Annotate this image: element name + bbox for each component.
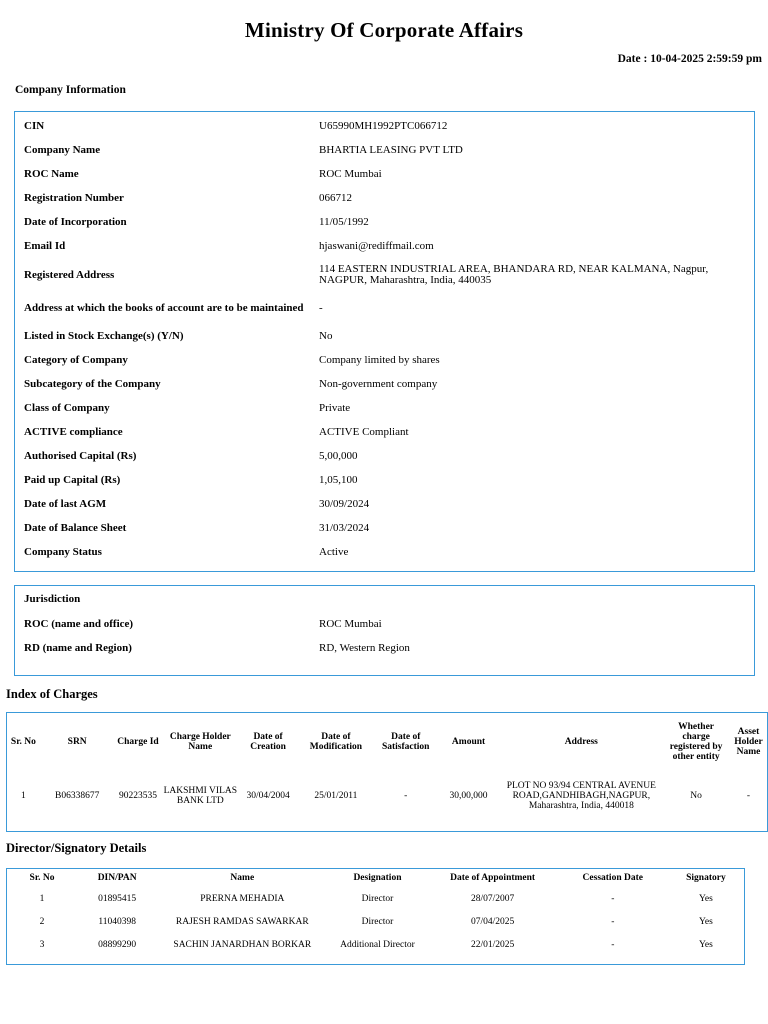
table-cell: 30,00,000 <box>449 791 488 802</box>
field-value-cin: U65990MH1992PTC066712 <box>319 119 448 132</box>
column-header: Address <box>564 737 598 748</box>
field-value-company-name: BHARTIA LEASING PVT LTD <box>319 143 463 156</box>
table-cell: Yes <box>699 939 713 950</box>
report-date: Date : 10-04-2025 2:59:59 pm <box>617 53 762 65</box>
field-value-company-status: Active <box>319 545 349 558</box>
table-cell: 3 <box>39 939 45 950</box>
field-label-address-at-which-the-books-of-account-ar: Address at which the books of account are to be maintained <box>24 301 304 314</box>
table-cell: Additional Director <box>340 939 415 950</box>
table-cell: Director <box>361 916 394 927</box>
field-value-date-of-last-agm: 30/09/2024 <box>319 497 370 510</box>
table-cell: - <box>404 791 408 802</box>
column-header: Date of Creation <box>250 732 286 752</box>
column-header: Date of Modification <box>309 732 363 752</box>
table-cell: - <box>746 791 751 802</box>
field-value-date-of-balance-sheet: 31/03/2024 <box>319 521 370 534</box>
charges-box <box>6 712 768 832</box>
field-label-date-of-balance-sheet: Date of Balance Sheet <box>24 521 127 534</box>
table-cell: 01895415 <box>98 893 137 904</box>
column-header: Cessation Date <box>582 872 643 883</box>
company-info-row <box>15 492 754 516</box>
jurisdiction-table <box>15 586 754 660</box>
company-info-row <box>15 396 754 420</box>
column-header: Date of Satisfaction <box>381 732 430 752</box>
field-value-active-compliance: ACTIVE Compliant <box>319 425 409 438</box>
field-label-subcategory-of-the-company: Subcategory of the Company <box>24 377 161 390</box>
company-info-row <box>15 186 754 210</box>
table-cell: 90223535 <box>119 791 157 802</box>
table-cell: Yes <box>699 893 713 904</box>
table-cell: 1 <box>21 791 26 802</box>
field-label-paid-up-capital-rs: Paid up Capital (Rs) <box>24 473 121 486</box>
column-header: Sr. No <box>29 872 55 883</box>
field-label-cin: CIN <box>24 119 45 132</box>
field-label-active-compliance: ACTIVE compliance <box>24 425 123 438</box>
table-row <box>7 888 744 911</box>
table-row <box>7 911 744 934</box>
field-label-company-name: Company Name <box>24 143 101 156</box>
directors-box <box>6 868 745 965</box>
table-cell: LAKSHMI VILAS BANK LTD <box>163 786 238 806</box>
field-label-date-of-incorporation: Date of Incorporation <box>24 215 127 228</box>
field-label-rd-name-and-region: RD (name and Region) <box>24 641 132 654</box>
column-header: Designation <box>353 872 402 883</box>
table-cell: 1 <box>39 893 45 904</box>
company-info-row <box>15 324 754 348</box>
table-cell: Yes <box>699 916 713 927</box>
company-info-table <box>15 114 754 564</box>
column-header: Name <box>230 872 255 883</box>
company-info-row <box>15 258 754 292</box>
jurisdiction-row <box>15 636 754 660</box>
field-label-roc-name: ROC Name <box>24 167 79 180</box>
table-cell: 07/04/2025 <box>470 916 515 927</box>
table-row <box>7 934 744 957</box>
company-info-row <box>15 348 754 372</box>
column-header: Whether charge registered by other entity <box>669 722 723 762</box>
jurisdiction-box <box>14 585 755 676</box>
field-value-address-at-which-the-books-of-account-ar: - <box>319 301 323 314</box>
column-header: Sr. No <box>10 737 36 748</box>
company-info-row <box>15 468 754 492</box>
field-value-authorised-capital-rs: 5,00,000 <box>319 449 358 462</box>
field-label-company-status: Company Status <box>24 545 102 558</box>
jurisdiction-heading: Jurisdiction <box>24 592 81 605</box>
company-info-heading: Company Information <box>15 84 126 96</box>
company-info-row <box>15 138 754 162</box>
company-info-box <box>14 111 755 572</box>
table-cell: SACHIN JANARDHAN BORKAR <box>173 939 312 950</box>
field-value-registered-address: 114 EASTERN INDUSTRIAL AREA, BHANDARA RD, NEAR KALMANA, Nagpur, NAGPUR, Maharashtra, India, 440035 <box>319 263 709 286</box>
column-header: Amount <box>451 737 486 748</box>
column-header: DIN/PAN <box>97 872 137 883</box>
page-title: Ministry Of Corporate Affairs <box>244 18 524 42</box>
directors-heading: Director/Signatory Details <box>6 841 147 855</box>
field-label-registered-address: Registered Address <box>24 268 115 281</box>
column-header: Asset Holder Name <box>734 727 763 757</box>
field-value-registration-number: 066712 <box>319 191 352 204</box>
company-info-row <box>15 162 754 186</box>
field-value-rd-name-and-region: RD, Western Region <box>319 641 410 654</box>
table-cell: 28/07/2007 <box>470 893 515 904</box>
jurisdiction-row <box>15 612 754 636</box>
table-cell: PRERNA MEHADIA <box>200 893 285 904</box>
column-header: Signatory <box>686 872 726 883</box>
company-info-row <box>15 114 754 138</box>
field-value-listed-in-stock-exchange-s-y-n: No <box>319 329 333 342</box>
table-cell: 2 <box>39 916 45 927</box>
company-info-row <box>15 234 754 258</box>
table-cell: 30/04/2004 <box>246 791 290 802</box>
field-label-roc-name-and-office: ROC (name and office) <box>24 617 134 630</box>
table-cell: - <box>611 893 615 904</box>
field-value-subcategory-of-the-company: Non-government company <box>319 377 438 390</box>
table-cell: - <box>611 916 615 927</box>
charges-table <box>7 713 767 821</box>
field-value-paid-up-capital-rs: 1,05,100 <box>319 473 358 486</box>
field-value-class-of-company: Private <box>319 401 351 414</box>
table-cell: 11040398 <box>98 916 136 927</box>
field-label-category-of-company: Category of Company <box>24 353 128 366</box>
field-label-class-of-company: Class of Company <box>24 401 110 414</box>
company-info-row <box>15 516 754 540</box>
field-value-date-of-incorporation: 11/05/1992 <box>319 215 369 228</box>
table-cell: 22/01/2025 <box>470 939 515 950</box>
table-cell: - <box>611 939 615 950</box>
field-label-registration-number: Registration Number <box>24 191 124 204</box>
table-cell: Director <box>361 893 394 904</box>
field-value-roc-name-and-office: ROC Mumbai <box>319 617 382 630</box>
column-header: Date of Appointment <box>450 872 536 883</box>
charges-heading: Index of Charges <box>6 687 98 701</box>
field-value-category-of-company: Company limited by shares <box>319 353 440 366</box>
table-cell: PLOT NO 93/94 CENTRAL AVENUE ROAD,GANDHIBAGH,NAGPUR, Maharashtra, India, 440018 <box>506 781 656 811</box>
field-label-authorised-capital-rs: Authorised Capital (Rs) <box>24 449 137 462</box>
field-value-roc-name: ROC Mumbai <box>319 167 382 180</box>
table-cell: 25/01/2011 <box>314 791 358 802</box>
company-info-row <box>15 372 754 396</box>
company-info-row <box>15 540 754 564</box>
field-label-listed-in-stock-exchange-s-y-n: Listed in Stock Exchange(s) (Y/N) <box>24 329 184 342</box>
field-label-email-id: Email Id <box>24 239 66 252</box>
company-info-row <box>15 420 754 444</box>
field-value-email-id: hjaswani@rediffmail.com <box>319 239 434 252</box>
field-label-date-of-last-agm: Date of last AGM <box>24 497 107 510</box>
company-info-row <box>15 444 754 468</box>
table-cell: 08899290 <box>98 939 137 950</box>
table-cell: RAJESH RAMDAS SAWARKAR <box>175 916 309 927</box>
table-row <box>7 773 767 821</box>
column-header: Charge Holder Name <box>169 732 231 752</box>
table-cell: B06338677 <box>55 791 100 802</box>
company-info-row <box>15 210 754 234</box>
column-header: Charge Id <box>117 737 159 748</box>
column-header: SRN <box>67 737 87 748</box>
table-cell: No <box>690 791 702 802</box>
directors-table <box>7 869 744 957</box>
company-info-row <box>15 292 754 324</box>
